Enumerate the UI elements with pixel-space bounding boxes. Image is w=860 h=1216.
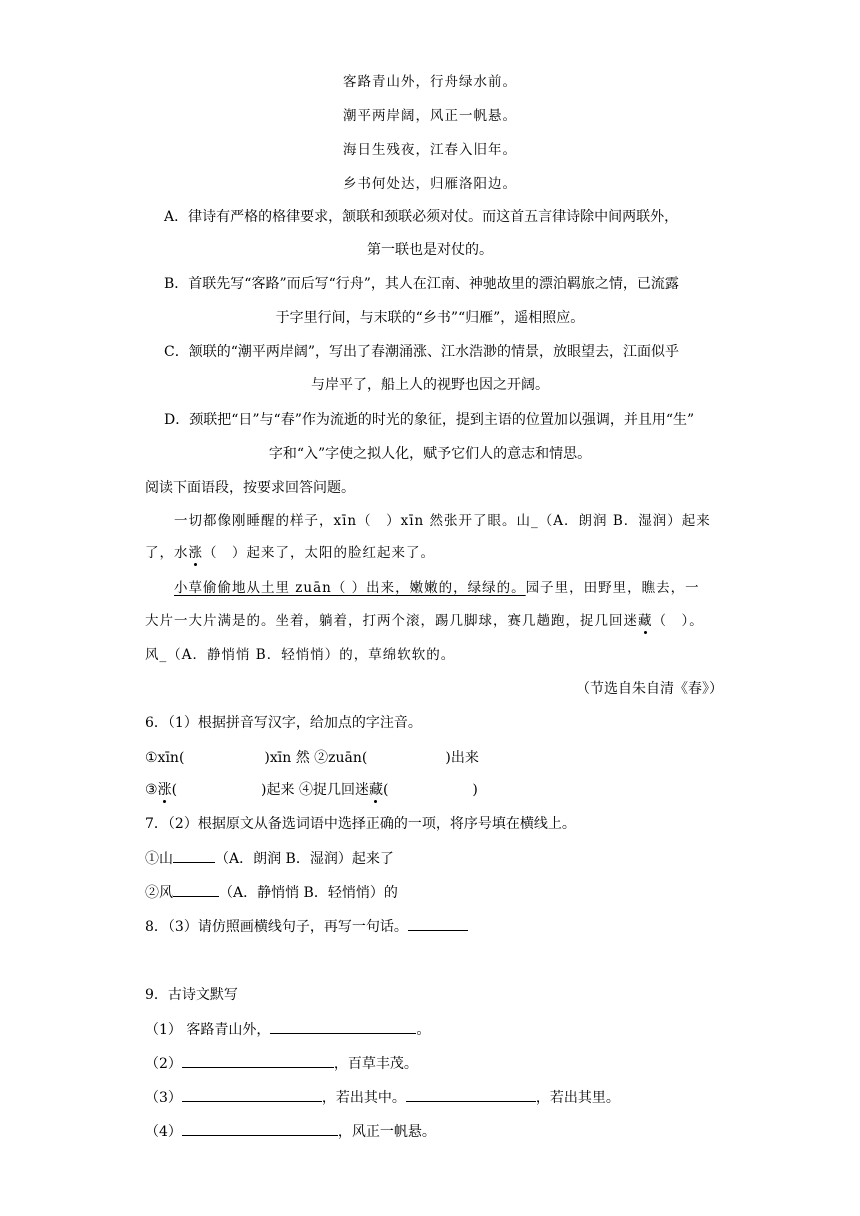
q9-row-2: [145, 1053, 418, 1074]
q9-text: （4）: [145, 1124, 182, 1140]
dotted-char: 涨: [157, 782, 172, 798]
answer-blank[interactable]: [182, 1053, 334, 1068]
dotted-char: 涨: [188, 545, 203, 561]
option-c-line-1: C．颔联的“潮平两岸阔”，写出了春潮涌涨、江水浩渺的情景，放眼望去，江面似乎: [164, 344, 680, 360]
q7-title: 7．（2）根据原文从备选词语中选择正确的一项，将序号填在横线上。: [145, 816, 576, 832]
q9-text: ，风正一帆悬。: [337, 1124, 436, 1140]
q9-text: ，若出其中。: [321, 1090, 406, 1106]
q9-text: 。: [416, 1022, 431, 1038]
q7-text: （A．朗润 B．湿润）起来了: [215, 851, 394, 867]
option-c-line-2: 与岸平了，船上人的视野也因之开阔。: [311, 377, 549, 393]
q6-text: )起来 ④捉几回迷: [261, 782, 369, 798]
q6-text: )xīn 然 ②zuān(: [264, 750, 368, 766]
q6-text: ①xīn(: [145, 750, 185, 766]
answer-blank[interactable]: [270, 1019, 416, 1034]
q6-text: ③: [145, 782, 158, 798]
q9-text: （3）: [145, 1090, 182, 1106]
poem-line-2: 潮平两岸阔，风正一帆悬。: [343, 108, 517, 124]
option-a-line-2: 第一联也是对仗的。: [367, 242, 493, 258]
q9-text: （2）: [145, 1056, 182, 1072]
answer-blank[interactable]: [182, 1121, 338, 1136]
passage-source: （节选自朱自清《春》）: [576, 681, 723, 697]
answer-blank[interactable]: [406, 1087, 536, 1102]
q6-text: )出来: [445, 750, 479, 766]
passage-text: 了，水: [145, 545, 189, 561]
answer-blank[interactable]: [173, 848, 215, 863]
q9-row-1: [145, 1019, 430, 1040]
q7-row-1: [145, 848, 394, 869]
q6-row-1: [145, 748, 479, 768]
q6-text: (: [382, 782, 389, 798]
q6-row-2: [145, 780, 478, 800]
option-d-line-2: 字和“入”字使之拟人化，赋予它们人的意志和情思。: [268, 446, 592, 462]
poem-line-1: 客路青山外，行舟绿水前。: [343, 74, 517, 90]
passage-p1-line-2: [145, 543, 435, 563]
passage-text: （ ）起来了，太阳的脸红起来了。: [203, 545, 435, 561]
q7-row-2: [145, 882, 398, 903]
q9-text: ，若出其里。: [535, 1090, 620, 1106]
q9-text: （1） 客路青山外，: [145, 1022, 271, 1038]
passage-p2-line-3: 风_（A．静悄悄 B．轻悄悄）的，草绵软软的。: [145, 647, 456, 663]
q6-text: ): [472, 782, 478, 798]
passage-text: （ ）。: [652, 613, 704, 629]
q7-text: （A．静悄悄 B．轻悄悄）的: [219, 885, 398, 901]
option-b-line-2: 于字里行间，与末联的“乡书”“归雁”，遥相照应。: [275, 310, 585, 326]
poem-line-3: 海日生残夜，江春入旧年。: [343, 142, 517, 158]
q6-text: (: [171, 782, 178, 798]
reading-instruction: 阅读下面语段，按要求回答问题。: [145, 480, 355, 496]
passage-text: 大片一大片满是的。坐着，躺着，打两个滚，踢几脚球，赛几趟跑，捉几回迷: [145, 613, 638, 629]
passage-p1-line-1: 一切都像刚睡醒的样子，xīn（ ）xīn 然张开了眼。山_（A．朗润 B．湿润）起来: [174, 513, 711, 529]
q9-row-4: [145, 1121, 436, 1142]
answer-blank[interactable]: [182, 1087, 322, 1102]
option-a-line-1: A．律诗有严格的格律要求，颔联和颈联必须对仗。而这首五言律诗除中间两联外，: [164, 209, 679, 225]
dotted-char: 藏: [368, 782, 383, 798]
q8-title: 8．（3）请仿照画横线句子，再写一句话。: [145, 919, 408, 935]
passage-p2-line-2: [145, 611, 704, 631]
q6-title: 6．（1）根据拼音写汉字，给加点的字注音。: [145, 715, 422, 731]
q9-title: 9．古诗文默写: [145, 987, 238, 1003]
dotted-char: 藏: [638, 613, 653, 629]
passage-p2-line-1: [174, 578, 700, 598]
option-b-line-1: B．首联先写“客路”而后写“行舟”，其人在江南、神驰故里的漂泊羁旅之情，已流露: [164, 276, 679, 292]
q7-text: ①山: [145, 851, 173, 867]
underlined-sentence: 小草偷偷地从土里 zuān（ ）出来，嫩嫩的，绿绿的。: [174, 580, 526, 596]
poem-line-4: 乡书何处达，归雁洛阳边。: [343, 176, 517, 192]
option-d-line-1: D．颈联把“日”与“春”作为流逝的时光的象征，提到主语的位置加以强调，并且用“生”: [164, 412, 695, 428]
q9-row-3: [145, 1087, 620, 1108]
passage-text: 园子里，田野里，瞧去，一: [525, 580, 700, 596]
answer-blank[interactable]: [173, 882, 219, 897]
q7-text: ②风: [145, 885, 173, 901]
q9-text: ，百草丰茂。: [333, 1056, 418, 1072]
q8-row: [145, 916, 468, 937]
answer-blank[interactable]: [408, 916, 468, 931]
